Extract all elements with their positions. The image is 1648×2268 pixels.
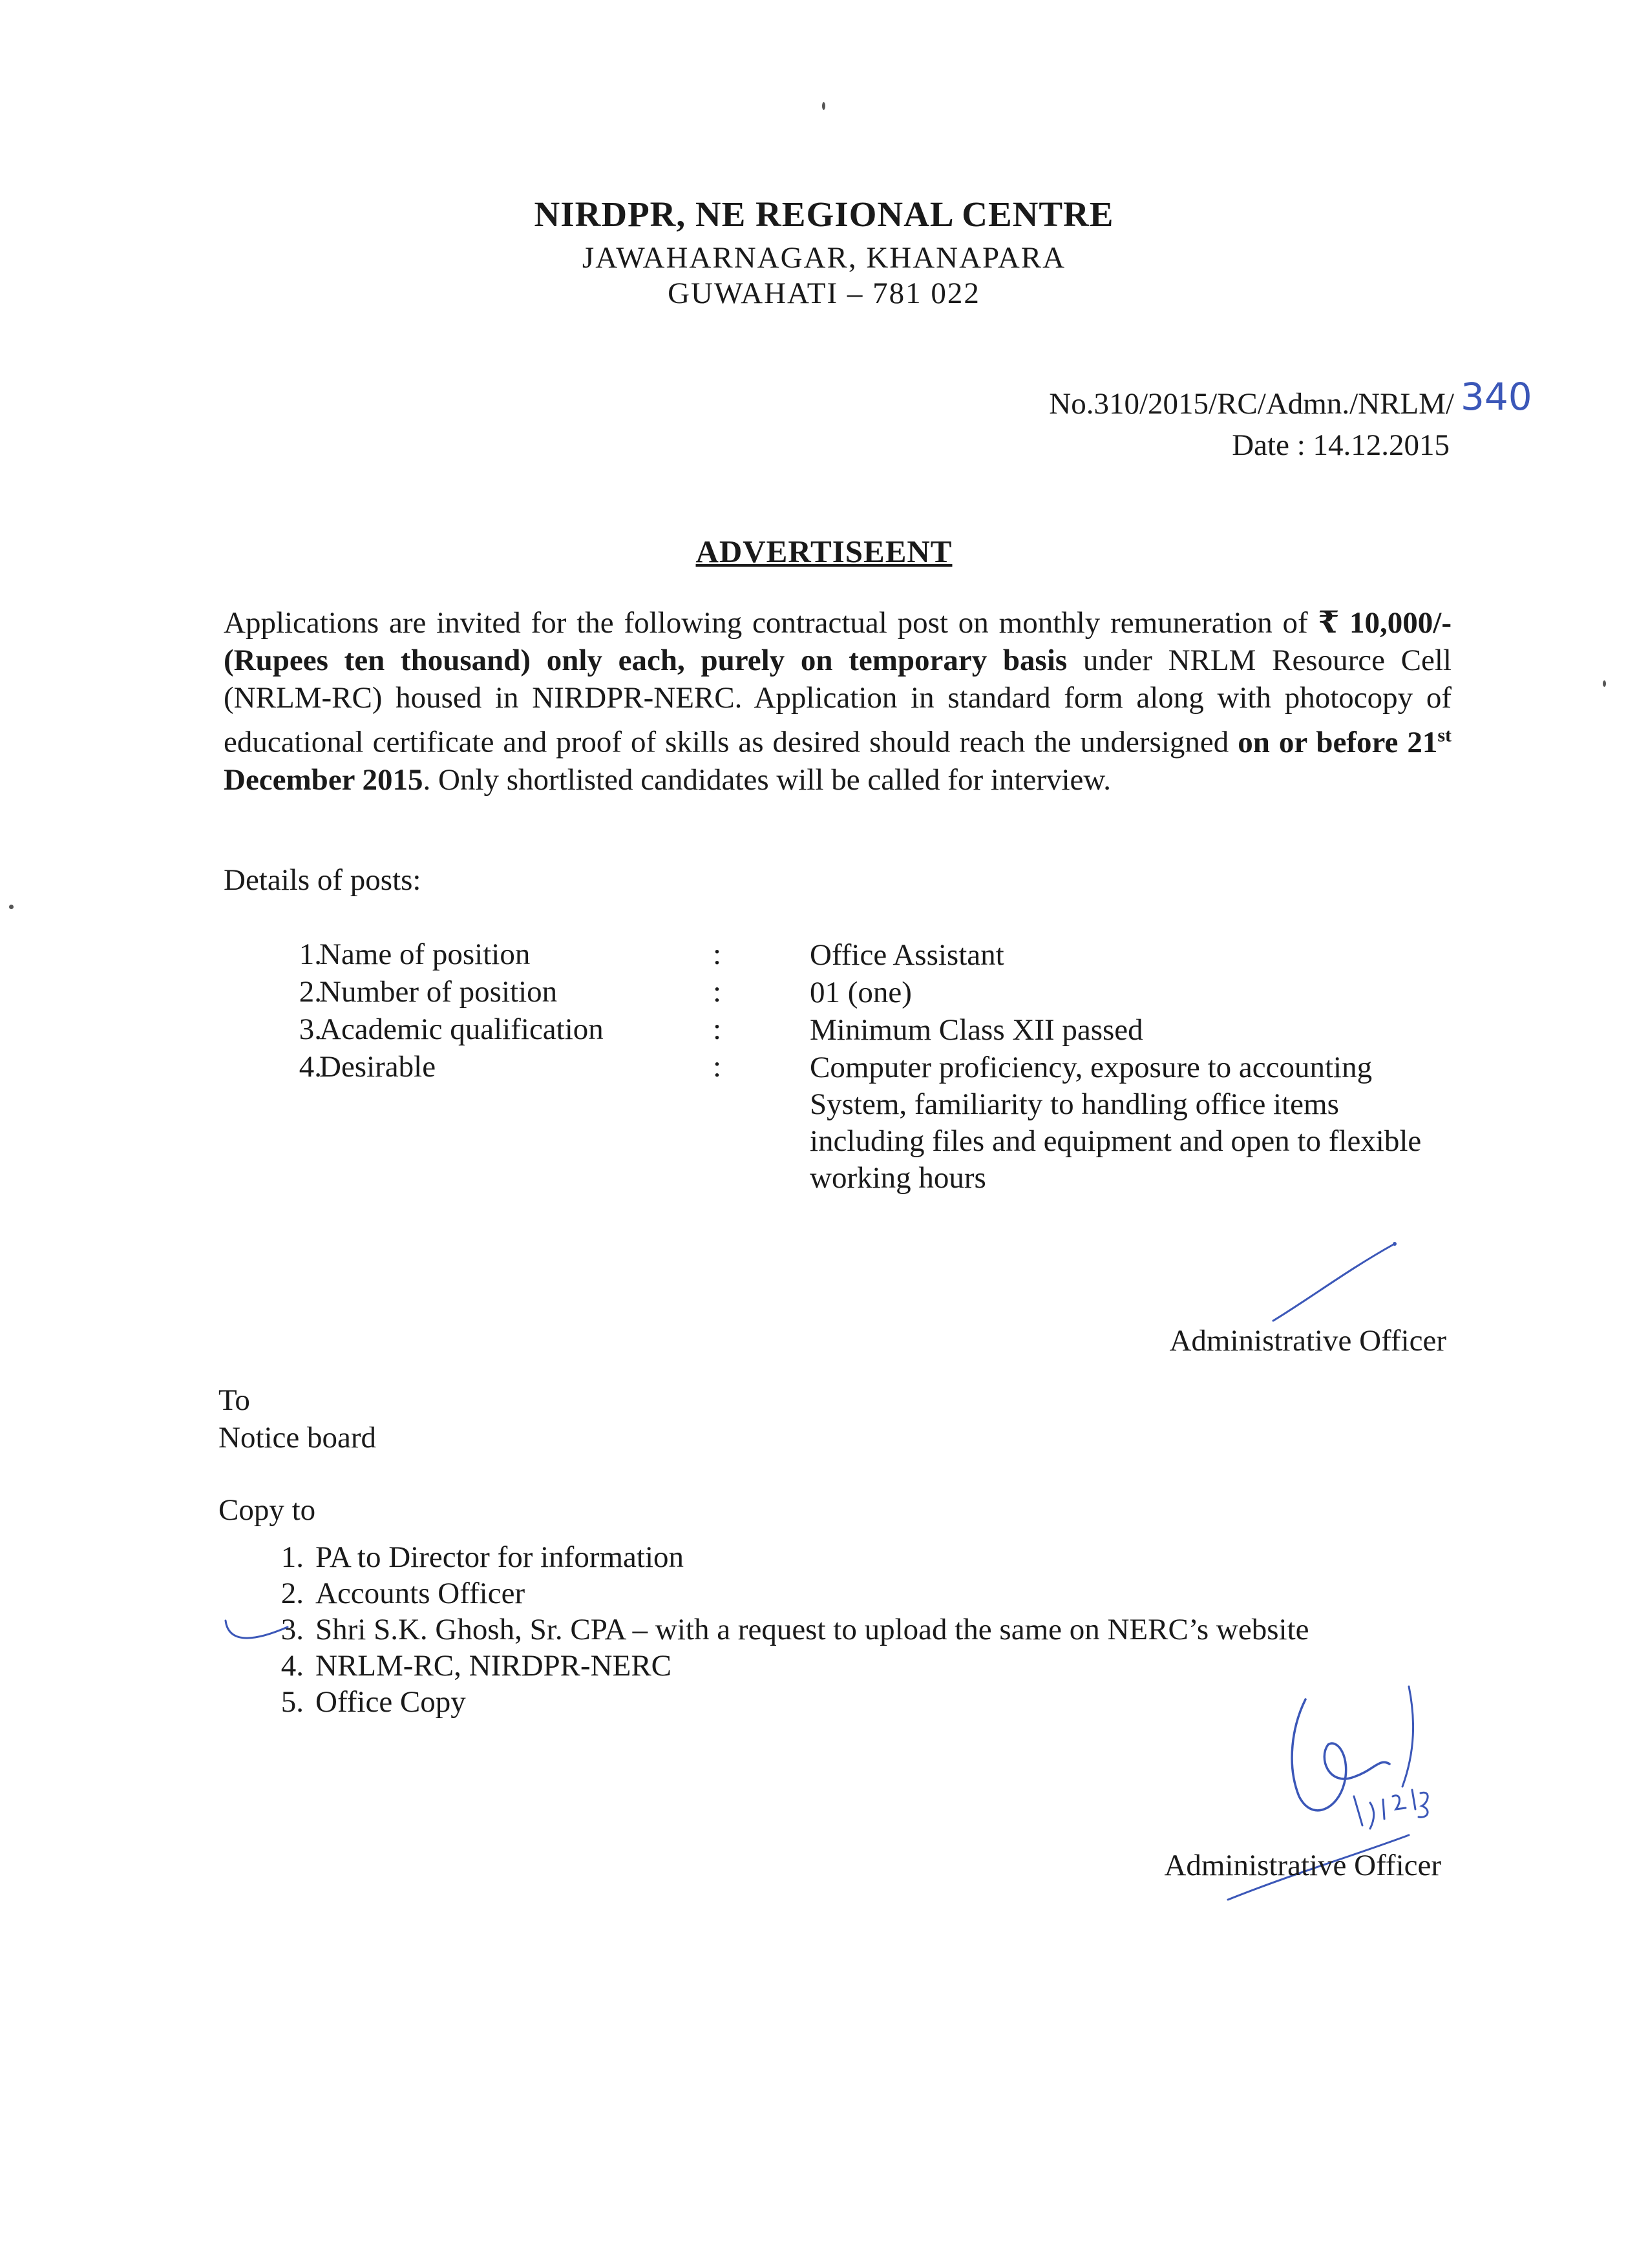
scan-speck [822,102,825,110]
scan-speck [1603,680,1606,687]
copy-item-number: 3. [280,1613,304,1646]
post-value: Computer proficiency, exposure to accounting System, familiarity to handling office items including files and equipment and open to flexible working hours [810,1051,1422,1195]
body-middle: under NRLM Resource Cell (NRLM-RC) housed in NIRDPR-NERC. Application in standard form along with photocopy of educational certificate and proof of skills as desired should reach the undersigned [224,644,1452,759]
post-number: 4. [299,1050,322,1084]
body-intro: Applications are invited for the following contractual post on monthly remuneration of [224,606,1308,640]
reference-number-text: No.310/2015/RC/Admn./NRLM/ [1049,387,1454,421]
post-value: Minimum Class XII passed [810,1013,1143,1047]
deadline-suffix: st [1437,724,1452,746]
copy-item-text: PA to Director for information [315,1540,684,1574]
post-number: 2. [299,975,322,1009]
copy-item-number: 2. [280,1577,304,1610]
signatory-title-2: Administrative Officer [1164,1849,1441,1882]
to-recipient: Notice board [218,1421,377,1454]
handwritten-tick-mark [223,1615,294,1648]
copy-to-heading: Copy to [218,1493,316,1527]
post-label: Name of position [319,938,531,971]
post-colon: : [713,975,722,1009]
post-value: 01 (one) [810,976,912,1009]
details-heading: Details of posts: [224,863,421,897]
copy-item-text: NRLM-RC, NIRDPR-NERC [315,1649,672,1683]
remuneration-amount: ₹ 10,000/- (Rupees ten thousand) only each, purely on temporary basis [224,606,1452,677]
post-number: 1. [299,938,322,971]
copy-item-number: 5. [280,1685,304,1719]
signature-initial-mark [1271,1241,1400,1325]
address-line-1: JAWAHARNAGAR, KHANAPARA [582,241,1066,275]
body-end: . Only shortlisted candidates will be called for interview. [423,762,1112,797]
post-value: Office Assistant [810,938,1004,972]
advertisement-body [224,604,1452,799]
address-line-2: GUWAHATI – 781 022 [668,277,980,310]
post-label: Desirable [319,1050,436,1084]
post-colon: : [713,938,722,971]
post-label: Number of position [319,975,558,1009]
signatory-title: Administrative Officer [1169,1324,1446,1358]
deadline-pre: on or before 21 [1238,725,1438,759]
copy-item-text: Accounts Officer [315,1577,525,1610]
copy-item-number: 4. [280,1649,304,1683]
deadline-post: December 2015 [224,762,423,797]
copy-item-number: 1. [280,1540,304,1574]
advertisement-title: ADVERTISEENT [695,534,953,569]
copy-item-text: Shri S.K. Ghosh, Sr. CPA – with a request to upload the same on NERC’s website [315,1613,1309,1646]
copy-item-text: Office Copy [315,1685,466,1719]
scan-speck [9,905,14,909]
document-date: Date : 14.12.2015 [1232,428,1450,462]
handwritten-reference-suffix: 340 [1461,375,1532,419]
recipient-block [218,1381,376,1456]
post-number: 3. [299,1013,322,1046]
reference-number [1049,375,1532,421]
post-colon: : [713,1050,722,1084]
post-label: Academic qualification [319,1013,604,1046]
to-label: To [218,1383,250,1417]
organization-name: NIRDPR, NE REGIONAL CENTRE [534,194,1114,234]
post-colon: : [713,1013,722,1046]
